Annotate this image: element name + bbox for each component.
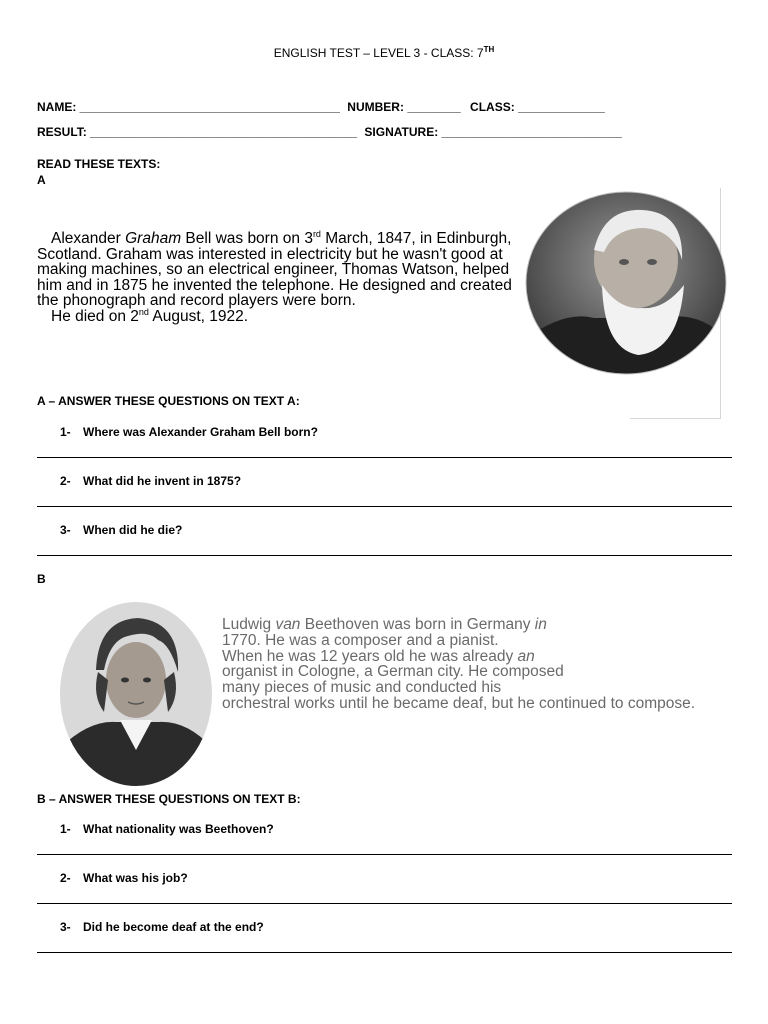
read-heading: READ THESE TEXTS: <box>37 157 161 171</box>
name-label: NAME: <box>37 100 77 114</box>
page-title <box>0 45 768 60</box>
question-number: 3- <box>60 920 71 934</box>
question-text: When did he die? <box>83 523 183 537</box>
text-b-italic: van <box>275 616 301 633</box>
beethoven-portrait-image <box>58 600 214 788</box>
name-number-class-row <box>37 100 605 114</box>
question-a-2 <box>60 474 241 488</box>
answer-line-a-3[interactable] <box>37 555 732 556</box>
question-text: What did he invent in 1875? <box>83 474 242 488</box>
text-a-sup: rd <box>312 228 321 239</box>
result-signature-row <box>37 125 622 139</box>
text-a-label: A <box>37 173 46 187</box>
signature-label: SIGNATURE: <box>364 125 439 139</box>
questions-a-heading: A – ANSWER THESE QUESTIONS ON TEXT A: <box>37 394 300 408</box>
text-b-part: 1770. He was a composer and a pianist. <box>222 631 499 649</box>
number-label: NUMBER: <box>347 100 404 114</box>
class-field[interactable]: _____________ <box>518 100 605 114</box>
text-a-part: He died on 2 <box>51 307 139 325</box>
name-field[interactable]: _______________________________________ <box>79 100 340 114</box>
text-b-part: many pieces of music and conducted his <box>222 679 502 697</box>
answer-line-a-2[interactable] <box>37 506 732 507</box>
question-b-3 <box>60 920 264 934</box>
text-b-part: Beethoven was born in Germany <box>300 616 535 633</box>
text-b-italic: in <box>534 616 547 633</box>
question-text: What nationality was Beethoven? <box>83 822 274 836</box>
question-a-3 <box>60 523 182 537</box>
title-superscript: TH <box>483 45 495 54</box>
text-a-paragraph <box>37 228 517 325</box>
question-text: Did he become deaf at the end? <box>83 920 264 934</box>
bell-portrait-image <box>524 190 728 376</box>
question-b-1 <box>60 822 274 836</box>
answer-line-b-3[interactable] <box>37 952 732 953</box>
title-text: ENGLISH TEST – LEVEL 3 - CLASS: 7 <box>273 46 484 60</box>
text-a-part: Bell was born on 3 <box>181 230 313 247</box>
question-number: 1- <box>60 822 71 836</box>
text-b-part: Ludwig <box>222 616 276 633</box>
question-number: 3- <box>60 523 71 537</box>
text-a-sup: nd <box>138 306 149 317</box>
question-number: 1- <box>60 425 71 439</box>
question-number: 2- <box>60 871 71 885</box>
answer-line-b-1[interactable] <box>37 854 732 855</box>
questions-b-heading: B – ANSWER THESE QUESTIONS ON TEXT B: <box>37 792 301 806</box>
class-label: CLASS: <box>470 100 515 114</box>
text-a-part: March, 1847, in Edinburgh, Scotland. Graham was interested in electricity but he wasn't good at making machines, so an electrical engineer, Thomas Watson, helped him and in 1875 he invented the telephone. He designed and created the phonograph and record players were born. <box>37 230 512 309</box>
text-b-part: organist in Cologne, a German city. He composed <box>222 663 564 681</box>
question-text: Where was Alexander Graham Bell born? <box>83 425 318 439</box>
text-b-label: B <box>37 572 46 586</box>
signature-field[interactable]: ___________________________ <box>441 125 622 139</box>
text-b-paragraph <box>222 617 722 712</box>
number-field[interactable]: ________ <box>407 100 461 114</box>
text-a-part: Alexander <box>51 230 126 247</box>
answer-line-a-1[interactable] <box>37 457 732 458</box>
text-a-part: August, 1922. <box>148 307 249 325</box>
text-a-italic: Graham <box>125 230 182 247</box>
result-field[interactable]: ________________________________________ <box>90 125 358 139</box>
text-b-italic: an <box>517 647 535 665</box>
result-label: RESULT: <box>37 125 87 139</box>
question-a-1 <box>60 425 318 439</box>
question-number: 2- <box>60 474 71 488</box>
question-b-2 <box>60 871 188 885</box>
text-b-part: When he was 12 years old he was already <box>222 647 518 665</box>
text-b-part: orchestral works until he became deaf, but he continued to compose. <box>222 694 696 712</box>
question-text: What was his job? <box>83 871 188 885</box>
answer-line-b-2[interactable] <box>37 903 732 904</box>
